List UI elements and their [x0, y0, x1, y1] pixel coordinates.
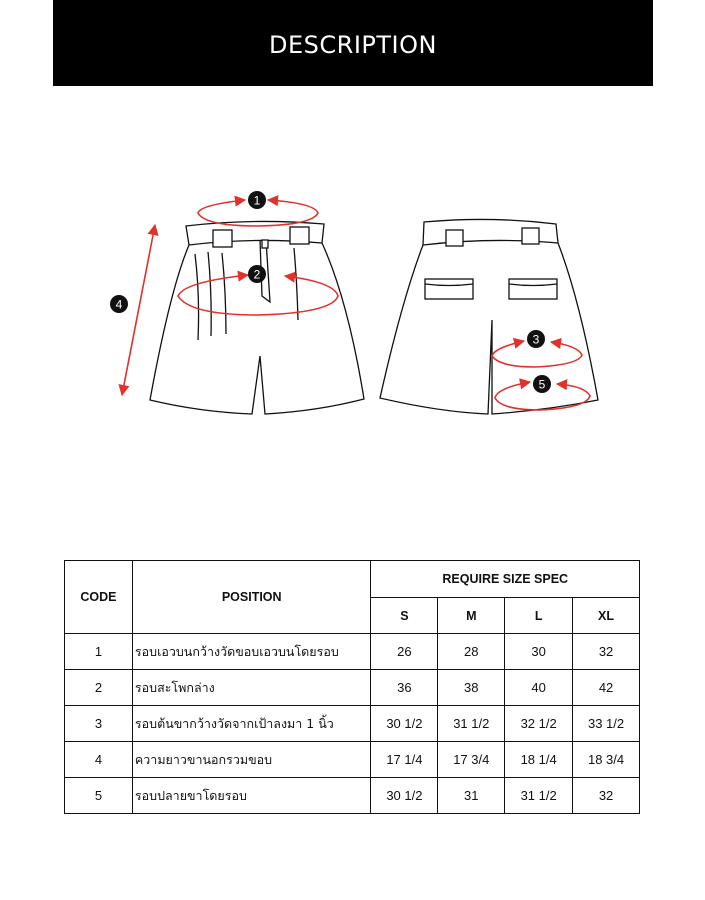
- value-cell: 28: [438, 634, 505, 670]
- code-header: CODE: [65, 561, 133, 634]
- position-cell: ความยาวขานอกรวมขอบ: [132, 742, 371, 778]
- table-row: [65, 634, 640, 670]
- position-header: POSITION: [132, 561, 371, 634]
- value-cell: 30 1/2: [371, 706, 438, 742]
- value-cell: 31 1/2: [438, 706, 505, 742]
- value-cell: 36: [371, 670, 438, 706]
- size-header-l: L: [505, 598, 573, 634]
- value-cell: 18 1/4: [505, 742, 573, 778]
- marker-2: [248, 265, 266, 283]
- code-cell: 4: [65, 742, 133, 778]
- marker-3: [527, 330, 545, 348]
- position-cell: รอบต้นขากว้างวัดจากเป้าลงมา 1 นิ้ว: [132, 706, 371, 742]
- position-cell: รอบสะโพกล่าง: [132, 670, 371, 706]
- table-row: [65, 778, 640, 814]
- position-cell: รอบเอวบนกว้างวัดขอบเอวบนโดยรอบ: [132, 634, 371, 670]
- value-cell: 32 1/2: [505, 706, 573, 742]
- value-cell: 42: [573, 670, 640, 706]
- marker-5: [533, 375, 551, 393]
- svg-text:4: 4: [115, 297, 123, 312]
- value-cell: 31: [438, 778, 505, 814]
- table-row: [65, 742, 640, 778]
- value-cell: 30 1/2: [371, 778, 438, 814]
- shorts-measurement-diagram: [0, 150, 705, 450]
- value-cell: 32: [573, 634, 640, 670]
- value-cell: 18 3/4: [573, 742, 640, 778]
- page-header: [53, 0, 653, 86]
- size-spec-header: REQUIRE SIZE SPEC: [371, 561, 640, 598]
- value-cell: 26: [371, 634, 438, 670]
- value-cell: 17 1/4: [371, 742, 438, 778]
- value-cell: 32: [573, 778, 640, 814]
- marker-1: [248, 191, 266, 209]
- value-cell: 30: [505, 634, 573, 670]
- size-header-xl: XL: [573, 598, 640, 634]
- size-header-s: S: [371, 598, 438, 634]
- value-cell: 33 1/2: [573, 706, 640, 742]
- svg-text:5: 5: [538, 377, 546, 392]
- marker-4: [110, 295, 128, 313]
- svg-text:3: 3: [532, 332, 540, 347]
- code-cell: 3: [65, 706, 133, 742]
- value-cell: 17 3/4: [438, 742, 505, 778]
- value-cell: 40: [505, 670, 573, 706]
- size-spec-table: [64, 560, 640, 814]
- code-cell: 1: [65, 634, 133, 670]
- svg-text:1: 1: [253, 193, 261, 208]
- code-cell: 5: [65, 778, 133, 814]
- table-header-row: [65, 561, 640, 598]
- shorts-front-view: [150, 221, 364, 414]
- table-row: [65, 706, 640, 742]
- page-title: DESCRIPTION: [269, 31, 437, 59]
- value-cell: 38: [438, 670, 505, 706]
- size-header-m: M: [438, 598, 505, 634]
- code-cell: 2: [65, 670, 133, 706]
- position-cell: รอบปลายขาโดยรอบ: [132, 778, 371, 814]
- table-row: [65, 670, 640, 706]
- value-cell: 31 1/2: [505, 778, 573, 814]
- svg-text:2: 2: [253, 267, 261, 282]
